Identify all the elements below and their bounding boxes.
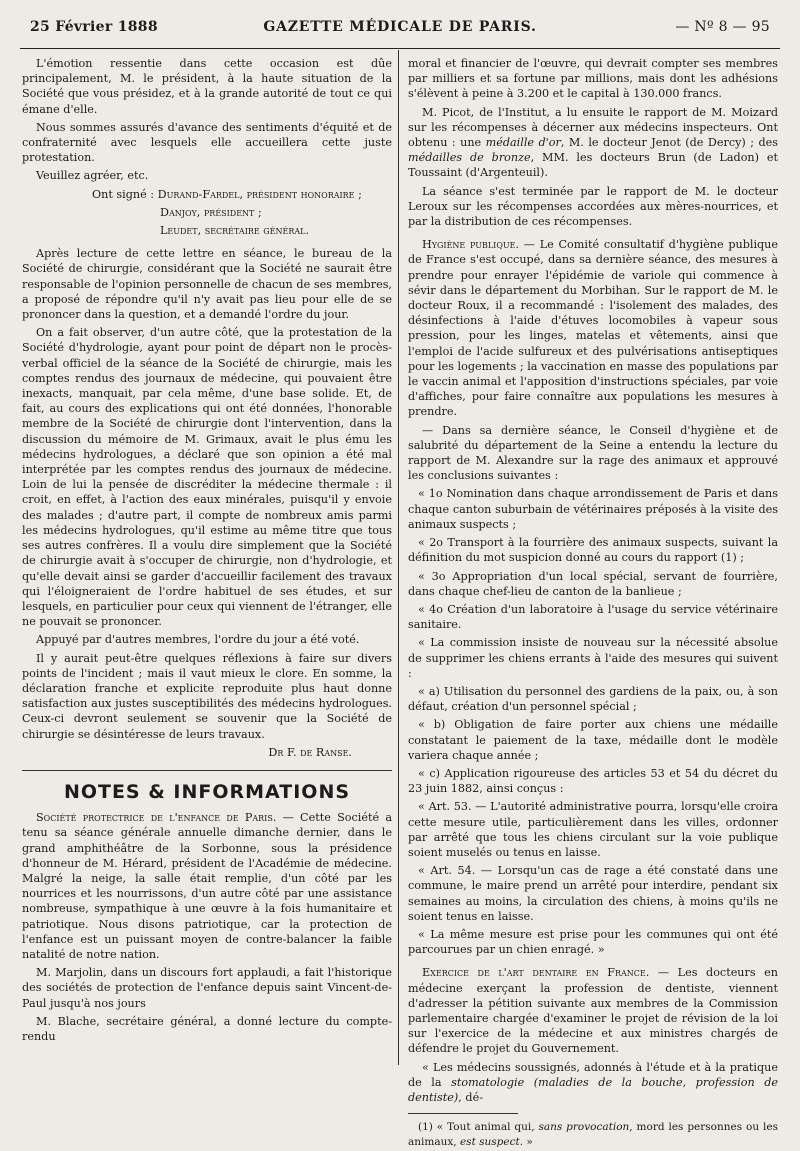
text-run: « Les médecins soussignés, adonnés à l'étude et à la pratique de la — [408, 1060, 778, 1089]
news-item — [408, 965, 778, 1056]
issue-date: 25 Février 1888 — [30, 19, 158, 35]
signatory-2-line — [160, 205, 392, 220]
text-run: , MM. les docteurs Brun (de Ladon) et Toussaint (d'Argenteuil). — [408, 151, 778, 180]
paragraph: Veuillez agréer, etc. — [36, 169, 149, 183]
paragraph: Appuyé par d'autres membres, l'ordre du jour a été voté. — [36, 633, 360, 647]
paragraph — [408, 105, 778, 181]
news-item-heading: Exercice de l'art dentaire en France. — [422, 966, 650, 980]
left-column — [22, 56, 392, 1066]
text-run: (1) « Tout animal qui, — [418, 1121, 539, 1134]
text-run: , mord les personnes ou les animaux, — [408, 1121, 778, 1149]
signatory-3-line — [160, 223, 392, 238]
quote-item: « 2o Transport à la fourrière des animaux suspects, suivant la définition du mot suspicion donné au cours du rapport (1) ; — [408, 536, 778, 565]
issue-page-number: — Nº 8 — 95 — [675, 19, 770, 35]
quote-item: « La même mesure est prise pour les communes qui ont été parcourues par un chien enragé. » — [408, 927, 778, 957]
text-run: . » — [519, 1136, 533, 1149]
signatory-1: Durand-Fardel, président honoraire ; — [157, 187, 362, 201]
text-run-italic: est suspect — [459, 1136, 520, 1149]
quote-item: « Art. 53. — L'autorité administrative pourra, lorsqu'elle croira cette mesure utile, particulièrement dans les villes, ordonner par arrêté que tous les chiens circulant sur la voie publique soient muselés ou tenus en laisse. — [408, 800, 778, 859]
signatories — [92, 187, 392, 202]
news-item-heading: Société protectrice de l'enfance de Paris. — [36, 811, 277, 825]
footnote-rule — [408, 1113, 518, 1114]
news-item-body: — Cette Société a tenu sa séance générale annuelle dimanche dernier, dans le grand amphithéâtre de la Sorbonne, sous la présidence d'honneur de M. Hérard, président de l'Académie de médecine. Malgré la neige, la salle était remplie, d'un côté par les nourrices et les nourrissons, d'un autre côté par une assistance nombreuse, sympathique à une œuvre à la fois humanitaire et patriotique. Nous disons patriotique, car la protection de l'enfance est un puissant moyen de contre-balancer la faible natalité de notre nation. — [22, 811, 393, 961]
footnote — [408, 1120, 778, 1150]
news-item — [22, 810, 392, 962]
quote-item: « a) Utilisation du personnel des gardiens de la paix, ou, à son défaut, création d'un personnel spécial ; — [408, 684, 778, 714]
text-run-italic: stomatologie (maladies de la bouche, profession de dentiste) — [408, 1075, 778, 1104]
paragraph — [408, 1060, 778, 1106]
signatory-2: Danjoy, président ; — [160, 205, 262, 219]
news-item-body: — Les docteurs en médecine exerçant la profession de dentiste, viennent d'adresser la pétition suivante aux membres de la Commission parlementaire chargée d'examiner le projet de révision de la loi sur l'exercice de la médecine et aux ministres chargés de défendre le projet du Gouvernement. — [408, 966, 779, 1056]
text-run: , dé- — [458, 1091, 483, 1104]
section-divider — [22, 770, 392, 771]
signatory-3: Leudet, secrétaire général. — [160, 224, 310, 238]
paragraph: La séance s'est terminée par le rapport de M. le docteur Leroux sur les récompenses accordées aux mères-nourrices, et par la distribution de ces récompenses. — [408, 184, 778, 229]
paragraph: On a fait observer, d'un autre côté, que la protestation de la Société d'hydrologie, ayant pour point de départ non le procès-verbal officiel de la séance de la Société de chirurgie, mais les comptes rendus des journaux de médecine, qui pouvaient être inexacts, manquait, par cela même, d'une base solide. Et, de fait, au cours des explications qui ont été données, l'honorable membre de la Société de chirurgie dont l'intervention, dans la discussion du mémoire de M. Grimaux, avait le plus ému les médecins hydrologues, a déclaré que son opinion a été mal interprétée par les comptes rendus des journaux de médecine. Loin de lui la pensée de discréditer la médecine thermale : il croit, en effet, à l'action des eaux minérales, puisqu'il y envoie des malades ; d'autre part, il compte de nombreux amis parmi les médecins hydrologues, qu'il estime au même titre que tous ses autres confrères. Il a voulu dire simplement que la Société de chirurgie avait à s'occuper de chirurgie, non d'hydrologie, et qu'elle devait ainsi se garder d'accueillir facilement des travaux qui l'éloigneraient de l'ordre habituel de ses études, et sur lesquels, en particulier pour ceux qui viennent de l'étranger, elle ne pouvait se prononcer. — [22, 326, 392, 629]
text-run: M. Picot, de l'Institut, a lu ensuite le rapport de M. Moizard sur les récompenses à décerner aux médecins inspecteurs. Ont obtenu : une — [408, 105, 778, 150]
signed-label: Ont signé : — [92, 187, 155, 201]
text-run: , M. le docteur Jenot (de Dercy) ; des — [560, 136, 778, 150]
quote-item: « c) Application rigoureuse des articles 53 et 54 du décret du 23 juin 1882, ainsi conçus : — [408, 766, 778, 796]
column-divider — [398, 50, 399, 1065]
header-rule — [20, 48, 780, 49]
paragraph: M. Marjolin, dans un discours fort applaudi, a fait l'historique des sociétés de protection de l'enfance depuis saint Vincent-de-Paul jusqu'à nos jours — [22, 966, 392, 1010]
paragraph: Nous sommes assurés d'avance des sentiments d'équité et de confraternité avec lesquels elle accueillera cette juste protestation. — [22, 120, 392, 165]
text-run-italic: médailles de bronze — [408, 151, 531, 165]
text-run-italic: médaille d'or — [485, 136, 561, 150]
paragraph: — Dans sa dernière séance, le Conseil d'hygiène et de salubrité du département de la Seine a entendu la lecture du rapport de M. Alexandre sur la rage des animaux et approuvé les conclusions suivantes : — [408, 423, 778, 483]
quote-item: « b) Obligation de faire porter aux chiens une médaille constatant le paiement de la taxe, médaille dont le modèle variera chaque année ; — [408, 718, 778, 762]
quote-item: « 4o Création d'un laboratoire à l'usage du service vétérinaire sanitaire. — [408, 602, 778, 632]
quote-item: « 3o Appropriation d'un local spécial, servant de fourrière, dans chaque chef-lieu de canton de la banlieue ; — [408, 569, 778, 598]
author-signature: Dr F. de Ranse. — [268, 745, 352, 759]
quote-item: « 1o Nomination dans chaque arrondissement de Paris et dans chaque canton suburbain de vétérinaires préposés à la visite des animaux suspects ; — [408, 487, 778, 531]
quote-item: « Art. 54. — Lorsqu'un cas de rage a été constaté dans une commune, le maire prend un arrêté pour interdire, pendant six semaines au moins, la circulation des chiens, à moins qu'ils ne soient tenus en laisse. — [408, 864, 778, 923]
news-item-body: — Le Comité consultatif d'hygiène publique de France s'est occupé, dans sa dernière séance, des mesures à prendre pour enrayer l'épidémie de variole qui commence à sévir dans le département du Morbihan. Sur le rapport de M. le docteur Roux, il a recommandé : l'isolement des malades, des désinfections à l'aide d'étuves locomobiles à vapeur sous pression, pour les linges, matelas et vêtements, ainsi que l'emploi de l'acide sulfureux et des pulvérisations antiseptiques pour les logements ; la vaccination en masse des populations par le vaccin animal et l'apposition d'instructions spéciales, par voie d'affiches, pour faire connaître aux populations les mesures à prendre. — [408, 238, 779, 419]
section-title: NOTES & INFORMATIONS — [63, 780, 351, 803]
paragraph: moral et financier de l'œuvre, qui devrait compter ses membres par milliers et sa fortune par millions, mais dont les adhésions s'élèvent à peine à 3.200 et le capital à 130.000 francs. — [408, 57, 778, 101]
quote-item: « La commission insiste de nouveau sur la nécessité absolue de supprimer les chiens errants à l'aide des mesures qui suivent : — [408, 636, 778, 680]
paragraph: L'émotion ressentie dans cette occasion est dûe principalement, M. le président, à la haute situation de la Société que vous présidez, et à la grande autorité de tout ce qui émane d'elle. — [22, 57, 392, 116]
news-item — [408, 237, 778, 419]
news-item-heading: Hygiène publique. — [422, 238, 520, 252]
paragraph: Après lecture de cette lettre en séance, le bureau de la Société de chirurgie, considérant que la Société ne saurait être responsable de l'opinion personnelle de chacun de ses membres, a proposé de répondre qu'il n'y avait pas lieu pour elle de se prononcer dans la question, et a demandé l'ordre du jour. — [22, 247, 392, 322]
right-column — [408, 56, 779, 1149]
paragraph: M. Blache, secrétaire général, a donné lecture du compte-rendu — [22, 1014, 392, 1043]
text-run-italic: sans provocation — [538, 1121, 630, 1134]
journal-title: GAZETTE MÉDICALE DE PARIS. — [263, 19, 537, 35]
page-header — [20, 14, 780, 44]
paragraph: Il y aurait peut-être quelques réflexions à faire sur divers points de l'incident ; mais il vaut mieux le clore. En somme, la déclaration franche et explicite reproduite plus haut donne satisfaction aux justes susceptibilités des médecins hydrologues. Ceux-ci devront seulement se souvenir que la Société de chirurgie se désintéresse de leurs travaux. — [22, 651, 392, 741]
